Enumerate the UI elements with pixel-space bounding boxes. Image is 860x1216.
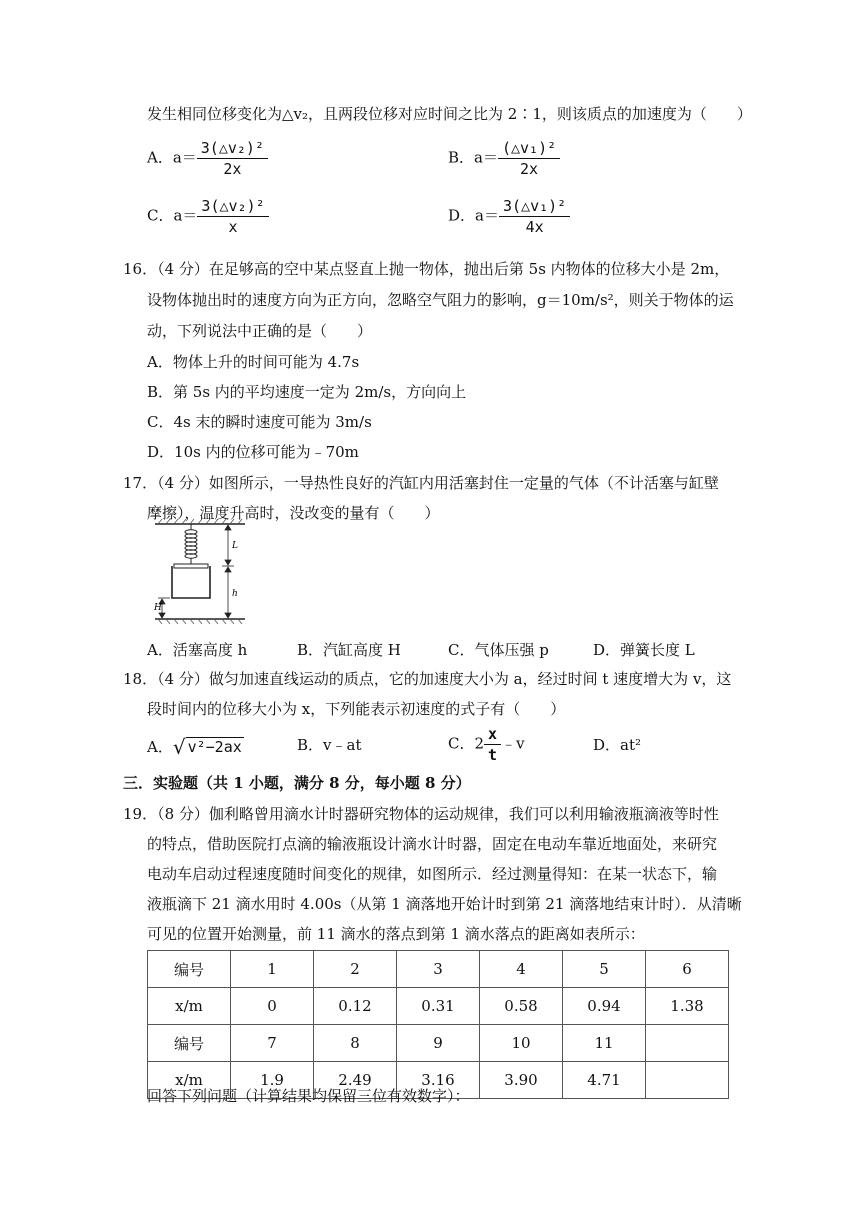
table-row (148, 988, 729, 1025)
q19-line3: 电动车启动过程速度随时间变化的规律，如图所示．经过测量得知：在某一状态下，输 (147, 865, 718, 883)
option-label: A．a＝ (147, 148, 197, 167)
numerator: (△v₁)² (501, 139, 557, 157)
denominator: 2x (498, 158, 560, 179)
table-cell: 3 (397, 951, 480, 988)
q15-option-c[interactable] (147, 196, 269, 237)
fraction (498, 138, 560, 179)
table-cell (646, 1025, 729, 1062)
table-cell: 编号 (148, 1025, 231, 1062)
table-cell: 4 (480, 951, 563, 988)
option-tail: ﹣v (501, 734, 525, 753)
q18-option-c[interactable] (448, 724, 525, 765)
table-cell: 2.49 (314, 1062, 397, 1099)
label-L: L (232, 541, 238, 551)
table-cell: 10 (480, 1025, 563, 1062)
table-row (148, 951, 729, 988)
table-cell: x/m (148, 1062, 231, 1099)
numerator: x (488, 725, 498, 743)
q17-option-c[interactable]: C．气体压强 p (448, 641, 549, 659)
fraction (499, 196, 570, 237)
spring-cylinder-figure (150, 518, 250, 628)
q18-line1: 18．（4 分）做匀加速直线运动的质点，它的加速度大小为 a，经过时间 t 速度增大为 v，这 (123, 670, 732, 688)
q16-line1: 16．（4 分）在足够高的空中某点竖直上抛一物体，抛出后第 5s 内物体的位移大小是 2m， (123, 260, 730, 278)
q16-line3: 动，下列说法中正确的是（ ） (147, 322, 373, 340)
q19-after-text: 回答下列问题（计算结果均保留三位有效数字）： (147, 1087, 470, 1105)
denominator: t (484, 744, 501, 765)
table-cell: 2 (314, 951, 397, 988)
q16-option-a[interactable]: A．物体上升的时间可能为 4.7s (147, 353, 360, 371)
q17-option-b[interactable]: B．汽缸高度 H (297, 641, 401, 659)
fraction (197, 138, 268, 179)
denominator: 4x (499, 216, 570, 237)
numerator: 3(△v₂)² (201, 197, 265, 215)
table-cell: 1 (231, 951, 314, 988)
table-cell (646, 1062, 729, 1099)
q15-line1: 发生相同位移变化为△v₂，且两段位移对应时间之比为 2∶1，则该质点的加速度为（ ） (147, 105, 752, 123)
q15-option-d[interactable] (448, 196, 570, 237)
option-label: B．a＝ (448, 148, 498, 167)
q18-option-d[interactable]: D．at² (593, 736, 642, 754)
table-cell: 1.9 (231, 1062, 314, 1099)
option-label: D．a＝ (448, 206, 499, 225)
q18-option-b[interactable]: B．v﹣at (297, 736, 362, 754)
option-label: C．2 (448, 734, 485, 753)
q18-option-a[interactable] (147, 735, 244, 757)
q17-option-a[interactable]: A．活塞高度 h (147, 641, 248, 659)
table-cell: 9 (397, 1025, 480, 1062)
table-cell: 0.12 (314, 988, 397, 1025)
q17-line2: 摩擦），温度升高时，没改变的量有（ ） (147, 504, 440, 522)
table-cell: 3.16 (397, 1062, 480, 1099)
table-cell: 1.38 (646, 988, 729, 1025)
q19-line1: 19．（8 分）伽利略曾用滴水计时器研究物体的运动规律，我们可以利用输液瓶滴液等时性 (123, 805, 719, 823)
denominator: 2x (197, 158, 268, 179)
table-cell: 0.94 (563, 988, 646, 1025)
numerator: 3(△v₂)² (200, 139, 264, 157)
q15-option-a[interactable] (147, 138, 268, 179)
table-cell: x/m (148, 988, 231, 1025)
option-label: C．a＝ (147, 206, 198, 225)
q19-line2: 的特点，借助医院打点滴的输液瓶设计滴水计时器，固定在电动车靠近地面处，来研究 (147, 835, 718, 853)
q18-line2: 段时间内的位移大小为 x，下列能表示初速度的式子有（ ） (147, 700, 566, 718)
sqrt-expression: v²−2ax (187, 738, 242, 756)
table-cell: 4.71 (563, 1062, 646, 1099)
q16-line2: 设物体抛出时的速度方向为正方向，忽略空气阻力的影响，g＝10m/s²，则关于物体的运 (147, 291, 734, 309)
fraction (484, 724, 501, 765)
table-cell: 0.58 (480, 988, 563, 1025)
q17-option-d[interactable]: D．弹簧长度 L (593, 641, 695, 659)
table-cell: 7 (231, 1025, 314, 1062)
q16-option-b[interactable]: B．第 5s 内的平均速度一定为 2m/s，方向向上 (147, 383, 467, 401)
table-row (148, 1025, 729, 1062)
sqrt-sign-icon: √ (172, 735, 186, 759)
option-label: A． (147, 738, 173, 756)
label-H: H (154, 603, 162, 613)
q19-line4: 液瓶滴下 21 滴水用时 4.00s（从第 1 滴落地开始计时到第 21 滴落地结束计时）．从清晰 (147, 895, 742, 913)
numerator: 3(△v₁)² (502, 197, 567, 215)
section-heading: 三．实验题（共 1 小题，满分 8 分，每小题 8 分） (123, 774, 471, 792)
table-cell: 编号 (148, 951, 231, 988)
denominator: x (197, 216, 268, 237)
q19-line5: 可见的位置开始测量，前 11 滴水的落点到第 1 滴水落点的距离如表所示： (147, 925, 645, 943)
fraction (197, 196, 268, 237)
q15-option-b[interactable] (448, 138, 560, 179)
label-h: h (232, 589, 238, 599)
table-cell: 0 (231, 988, 314, 1025)
measurement-table (147, 950, 729, 1099)
table-cell: 11 (563, 1025, 646, 1062)
table-cell: 5 (563, 951, 646, 988)
q17-line1: 17．（4 分）如图所示，一导热性良好的汽缸内用活塞封住一定量的气体（不计活塞与缸壁 (123, 474, 719, 492)
table-cell: 8 (314, 1025, 397, 1062)
table-cell: 0.31 (397, 988, 480, 1025)
table-cell: 3.90 (480, 1062, 563, 1099)
q16-option-d[interactable]: D．10s 内的位移可能为﹣70m (147, 443, 359, 461)
q16-option-c[interactable]: C．4s 末的瞬时速度可能为 3m/s (147, 413, 372, 431)
table-cell: 6 (646, 951, 729, 988)
